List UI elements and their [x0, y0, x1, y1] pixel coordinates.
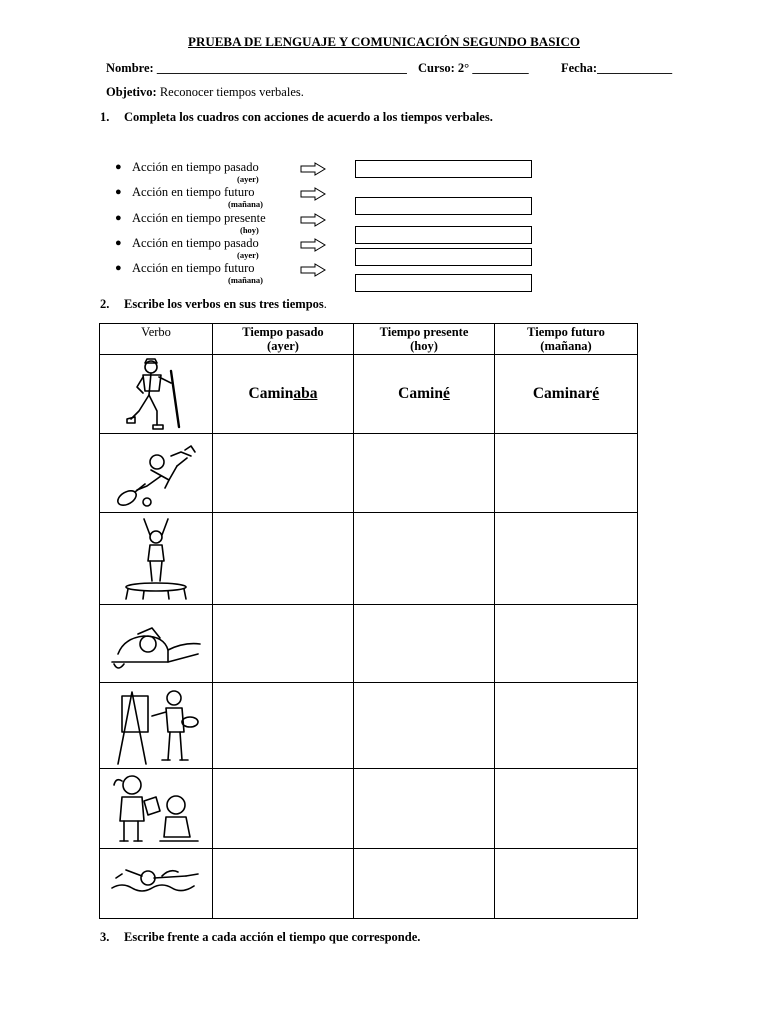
- answer-cell[interactable]: [213, 434, 354, 513]
- swimmer-icon: [108, 864, 204, 904]
- answer-cell[interactable]: [495, 849, 638, 919]
- action-label: Acción en tiempo pasado: [132, 236, 259, 250]
- curso-blank: _________: [472, 61, 529, 75]
- picture-cell: [100, 434, 213, 513]
- question-3-text: Escribe frente a cada acción el tiempo que corresponde.: [124, 930, 421, 944]
- action-sub: (hoy): [240, 225, 259, 235]
- header-verbo: [100, 324, 213, 355]
- trampoline-child-icon: [116, 515, 196, 603]
- picture-cell: [100, 513, 213, 605]
- example-pasado-suffix: aba: [293, 385, 318, 402]
- curso-field[interactable]: [418, 61, 529, 76]
- objective-text: Reconocer tiempos verbales.: [159, 85, 304, 99]
- header-presente-sub: (hoy): [410, 339, 438, 353]
- nombre-field[interactable]: [106, 61, 407, 76]
- answer-cell[interactable]: [354, 683, 495, 769]
- table-row: [100, 849, 638, 919]
- curso-label: Curso: 2°: [418, 61, 470, 75]
- arrow-right-icon: [300, 213, 326, 227]
- answer-cell[interactable]: [354, 513, 495, 605]
- example-presente-stem: Camin: [398, 385, 443, 402]
- tennis-player-icon: [111, 436, 201, 510]
- example-futuro-stem: Caminar: [532, 385, 593, 402]
- header-pasado: [213, 324, 354, 355]
- table-row: [100, 683, 638, 769]
- action-row: [110, 161, 550, 187]
- question-2-text: Escribe los verbos en sus tres tiempos: [124, 297, 324, 311]
- answer-cell[interactable]: [495, 683, 638, 769]
- objective: [106, 85, 304, 100]
- bullet-icon: ●: [115, 212, 122, 224]
- picture-cell: [100, 605, 213, 683]
- header-futuro-label: Tiempo futuro: [527, 325, 605, 339]
- page-title: PRUEBA DE LENGUAJE Y COMUNICACIÓN SEGUNDO BASICO: [188, 34, 580, 49]
- painter-icon: [108, 686, 204, 766]
- bullet-icon: ●: [115, 237, 122, 249]
- sleeping-child-icon: [108, 614, 204, 674]
- answer-cell[interactable]: [213, 683, 354, 769]
- header-pasado-label: Tiempo pasado: [242, 325, 324, 339]
- example-presente: [354, 355, 495, 434]
- answer-cell[interactable]: [495, 769, 638, 849]
- question-1: [100, 110, 493, 125]
- action-row: [110, 262, 550, 288]
- action-sub: (ayer): [237, 250, 259, 260]
- action-label: Acción en tiempo futuro: [132, 185, 255, 199]
- bullet-icon: ●: [115, 186, 122, 198]
- header-presente: [354, 324, 495, 355]
- bullet-icon: ●: [115, 161, 122, 173]
- nombre-blank: ________________________________________: [156, 61, 407, 75]
- table-row: [100, 513, 638, 605]
- question-2-number: 2.: [100, 297, 110, 311]
- answer-cell[interactable]: [354, 849, 495, 919]
- example-futuro-suffix: é: [592, 385, 600, 402]
- question-1-number: 1.: [100, 110, 110, 124]
- picture-cell: [100, 683, 213, 769]
- table-header-row: [100, 324, 638, 355]
- action-label: Acción en tiempo presente: [132, 211, 266, 225]
- answer-cell[interactable]: [495, 605, 638, 683]
- table-row: [100, 355, 638, 434]
- arrow-right-icon: [300, 263, 326, 277]
- action-label: Acción en tiempo futuro: [132, 261, 255, 275]
- answer-box[interactable]: [355, 160, 532, 178]
- arrow-right-icon: [300, 187, 326, 201]
- example-pasado-stem: Camin: [248, 385, 294, 402]
- picture-cell: [100, 849, 213, 919]
- fecha-label: Fecha:: [561, 61, 598, 75]
- answer-cell[interactable]: [213, 513, 354, 605]
- fecha-blank: ____________: [597, 61, 673, 75]
- example-pasado: [213, 355, 354, 434]
- answer-cell[interactable]: [354, 605, 495, 683]
- hiker-icon: [121, 357, 191, 431]
- example-futuro: [495, 355, 638, 434]
- header-pasado-sub: (ayer): [267, 339, 299, 353]
- header-verbo-label: Verbo: [141, 325, 171, 339]
- arrow-right-icon: [300, 238, 326, 252]
- example-presente-suffix: é: [442, 385, 450, 402]
- fecha-field[interactable]: [561, 61, 672, 76]
- table-row: [100, 769, 638, 849]
- picture-cell: [100, 355, 213, 434]
- question-3: [100, 930, 420, 945]
- action-label: Acción en tiempo pasado: [132, 160, 259, 174]
- answer-cell[interactable]: [495, 513, 638, 605]
- bullet-icon: ●: [115, 262, 122, 274]
- objective-label: Objetivo:: [106, 85, 157, 99]
- verbs-table: [99, 323, 638, 919]
- action-sub: (mañana): [228, 275, 263, 285]
- question-2: [100, 297, 327, 312]
- question-3-number: 3.: [100, 930, 110, 944]
- header-futuro: [495, 324, 638, 355]
- question-1-text: Completa los cuadros con acciones de acuerdo a los tiempos verbales.: [124, 110, 493, 124]
- answer-cell[interactable]: [213, 769, 354, 849]
- action-row: [110, 186, 550, 212]
- question-2-period: .: [323, 297, 327, 311]
- answer-cell[interactable]: [354, 434, 495, 513]
- action-sub: (ayer): [237, 174, 259, 184]
- answer-box[interactable]: [355, 274, 532, 292]
- answer-cell[interactable]: [495, 434, 638, 513]
- children-reading-icon: [108, 771, 204, 847]
- arrow-right-icon: [300, 162, 326, 176]
- header-futuro-sub: (mañana): [540, 339, 592, 353]
- answer-cell[interactable]: [213, 605, 354, 683]
- header-presente-label: Tiempo presente: [379, 325, 469, 339]
- action-row: [110, 212, 550, 238]
- nombre-label: Nombre:: [106, 61, 154, 75]
- action-row: [110, 237, 550, 263]
- table-row: [100, 434, 638, 513]
- answer-cell[interactable]: [354, 769, 495, 849]
- picture-cell: [100, 769, 213, 849]
- table-row: [100, 605, 638, 683]
- action-sub: (mañana): [228, 199, 263, 209]
- answer-cell[interactable]: [213, 849, 354, 919]
